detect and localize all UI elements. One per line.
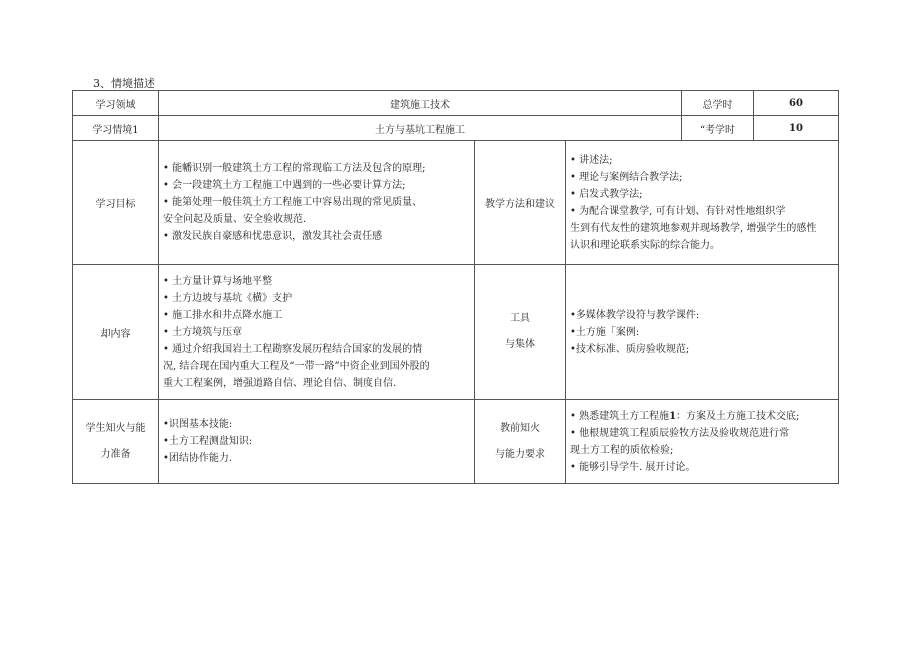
content-line: 重大工程案例，增强道路自信、理论自信、制度自信.: [163, 377, 397, 389]
goal-line: • 激发民族自豪感和忧患意识，激发其社会责任感: [163, 231, 383, 242]
tools-label: [475, 265, 566, 400]
teacher-requirements-label-line: 与能力要求: [495, 448, 545, 460]
row-learning-situation: [73, 116, 839, 141]
total-hours-label: 总学时: [682, 91, 754, 116]
learning-goals-label: 学习目标: [73, 141, 159, 265]
content-line: • 通过介绍我国岩土工程勘察发展历程结合国家的发展的情: [163, 343, 423, 355]
teacher-requirements-label-line: 教前知火: [500, 422, 540, 434]
goal-line: • 能第处理一般佳筑土方工程施工中容易出现的常见质量、: [163, 197, 423, 208]
content-line: • 土方境筑与压章: [163, 326, 243, 338]
req-line: 现土方工程的质依检验;: [570, 444, 674, 456]
prep-line: •识图基本技能:: [163, 419, 233, 430]
content-line: • 土方边坡与基坑《横》支护: [163, 292, 293, 304]
method-line: 生到有代友性的建筑地参观并现场教学, 增强学生的感性: [570, 222, 817, 234]
learning-field-value: 建筑施工技术: [159, 91, 682, 116]
row-learning-content: [73, 265, 839, 400]
tools-label-line: 工具: [510, 313, 530, 324]
method-line: • 讲述法;: [570, 154, 613, 166]
tools-label-line: 与集体: [505, 339, 535, 350]
content-line: • 土方量计算与场地平整: [163, 275, 273, 287]
prep-line: •团结协作能力.: [163, 453, 233, 464]
req-line: • 能够引导学牛. 展开讨论。: [570, 461, 696, 473]
row-student-preparation: [73, 400, 839, 484]
req-line-text: ：方案及土方施工技术交底;: [676, 410, 800, 422]
row-learning-field: [73, 91, 839, 116]
student-preparation-label-line: 学生知火与能: [85, 422, 146, 434]
tools-content: [566, 265, 839, 400]
learning-situation-value: 土方与基坑工程施工: [159, 116, 682, 141]
situation-table: [72, 90, 839, 484]
goal-line: • 能幡识别一般建筑土方工程的常现临工方法及包含的原理;: [163, 163, 426, 174]
student-preparation-label-line: 力准备: [100, 448, 131, 460]
teaching-methods-label: 教学方法和建议: [475, 141, 566, 265]
learning-goals-content: [159, 141, 475, 265]
req-line: • 他根规建筑工程质辰验牧方法及验收规范进行常: [570, 427, 790, 439]
student-preparation-label: [73, 400, 159, 484]
method-line: • 启发式教学法;: [570, 188, 643, 200]
teacher-requirements-content: [566, 400, 839, 484]
tool-line: •多媒体教学设符与教学课件:: [570, 309, 700, 321]
learning-field-label: 学习领域: [73, 91, 159, 116]
req-line: [570, 408, 834, 425]
exam-hours-value: 10: [754, 116, 839, 141]
row-learning-goals: [73, 141, 839, 265]
section-title: 3、情境描述: [93, 77, 155, 90]
learning-situation-label: 学习情境1: [73, 116, 159, 141]
teacher-requirements-label: [475, 400, 566, 484]
method-line: 认识和理论联系实际的综合能力。: [570, 239, 720, 251]
goal-line: • 会一段建筑土方工程施工中遇到的一些必要计算方法;: [163, 180, 406, 191]
req-line-number: 1: [669, 410, 677, 422]
teaching-methods-content: [566, 141, 839, 265]
exam-hours-label: “考学时: [682, 116, 754, 141]
total-hours-value: 60: [754, 91, 839, 116]
content-line: • 施工排水和井点降水施工: [163, 309, 283, 321]
method-line: • 为配合课堂教学, 可有计划、有针对性地组织学: [570, 205, 786, 217]
method-line: • 理论与案例结合教学法;: [570, 171, 683, 183]
content-line: 况, 结合现在国内重大工程及“一带一路”中资企业到国外股的: [163, 360, 430, 372]
tool-line: •技术标准、质房验收规范;: [570, 343, 690, 355]
learning-content-label: 却内容: [73, 265, 159, 400]
req-line-text: • 熟悉建筑土方工程施: [570, 410, 670, 422]
goal-line: 安全问起及质量、安全验收规范.: [163, 214, 307, 225]
learning-content: [159, 265, 475, 400]
tool-line: •土方施「案例:: [570, 326, 640, 338]
student-preparation-content: [159, 400, 475, 484]
prep-line: •土方工程测盘知识:: [163, 436, 253, 447]
